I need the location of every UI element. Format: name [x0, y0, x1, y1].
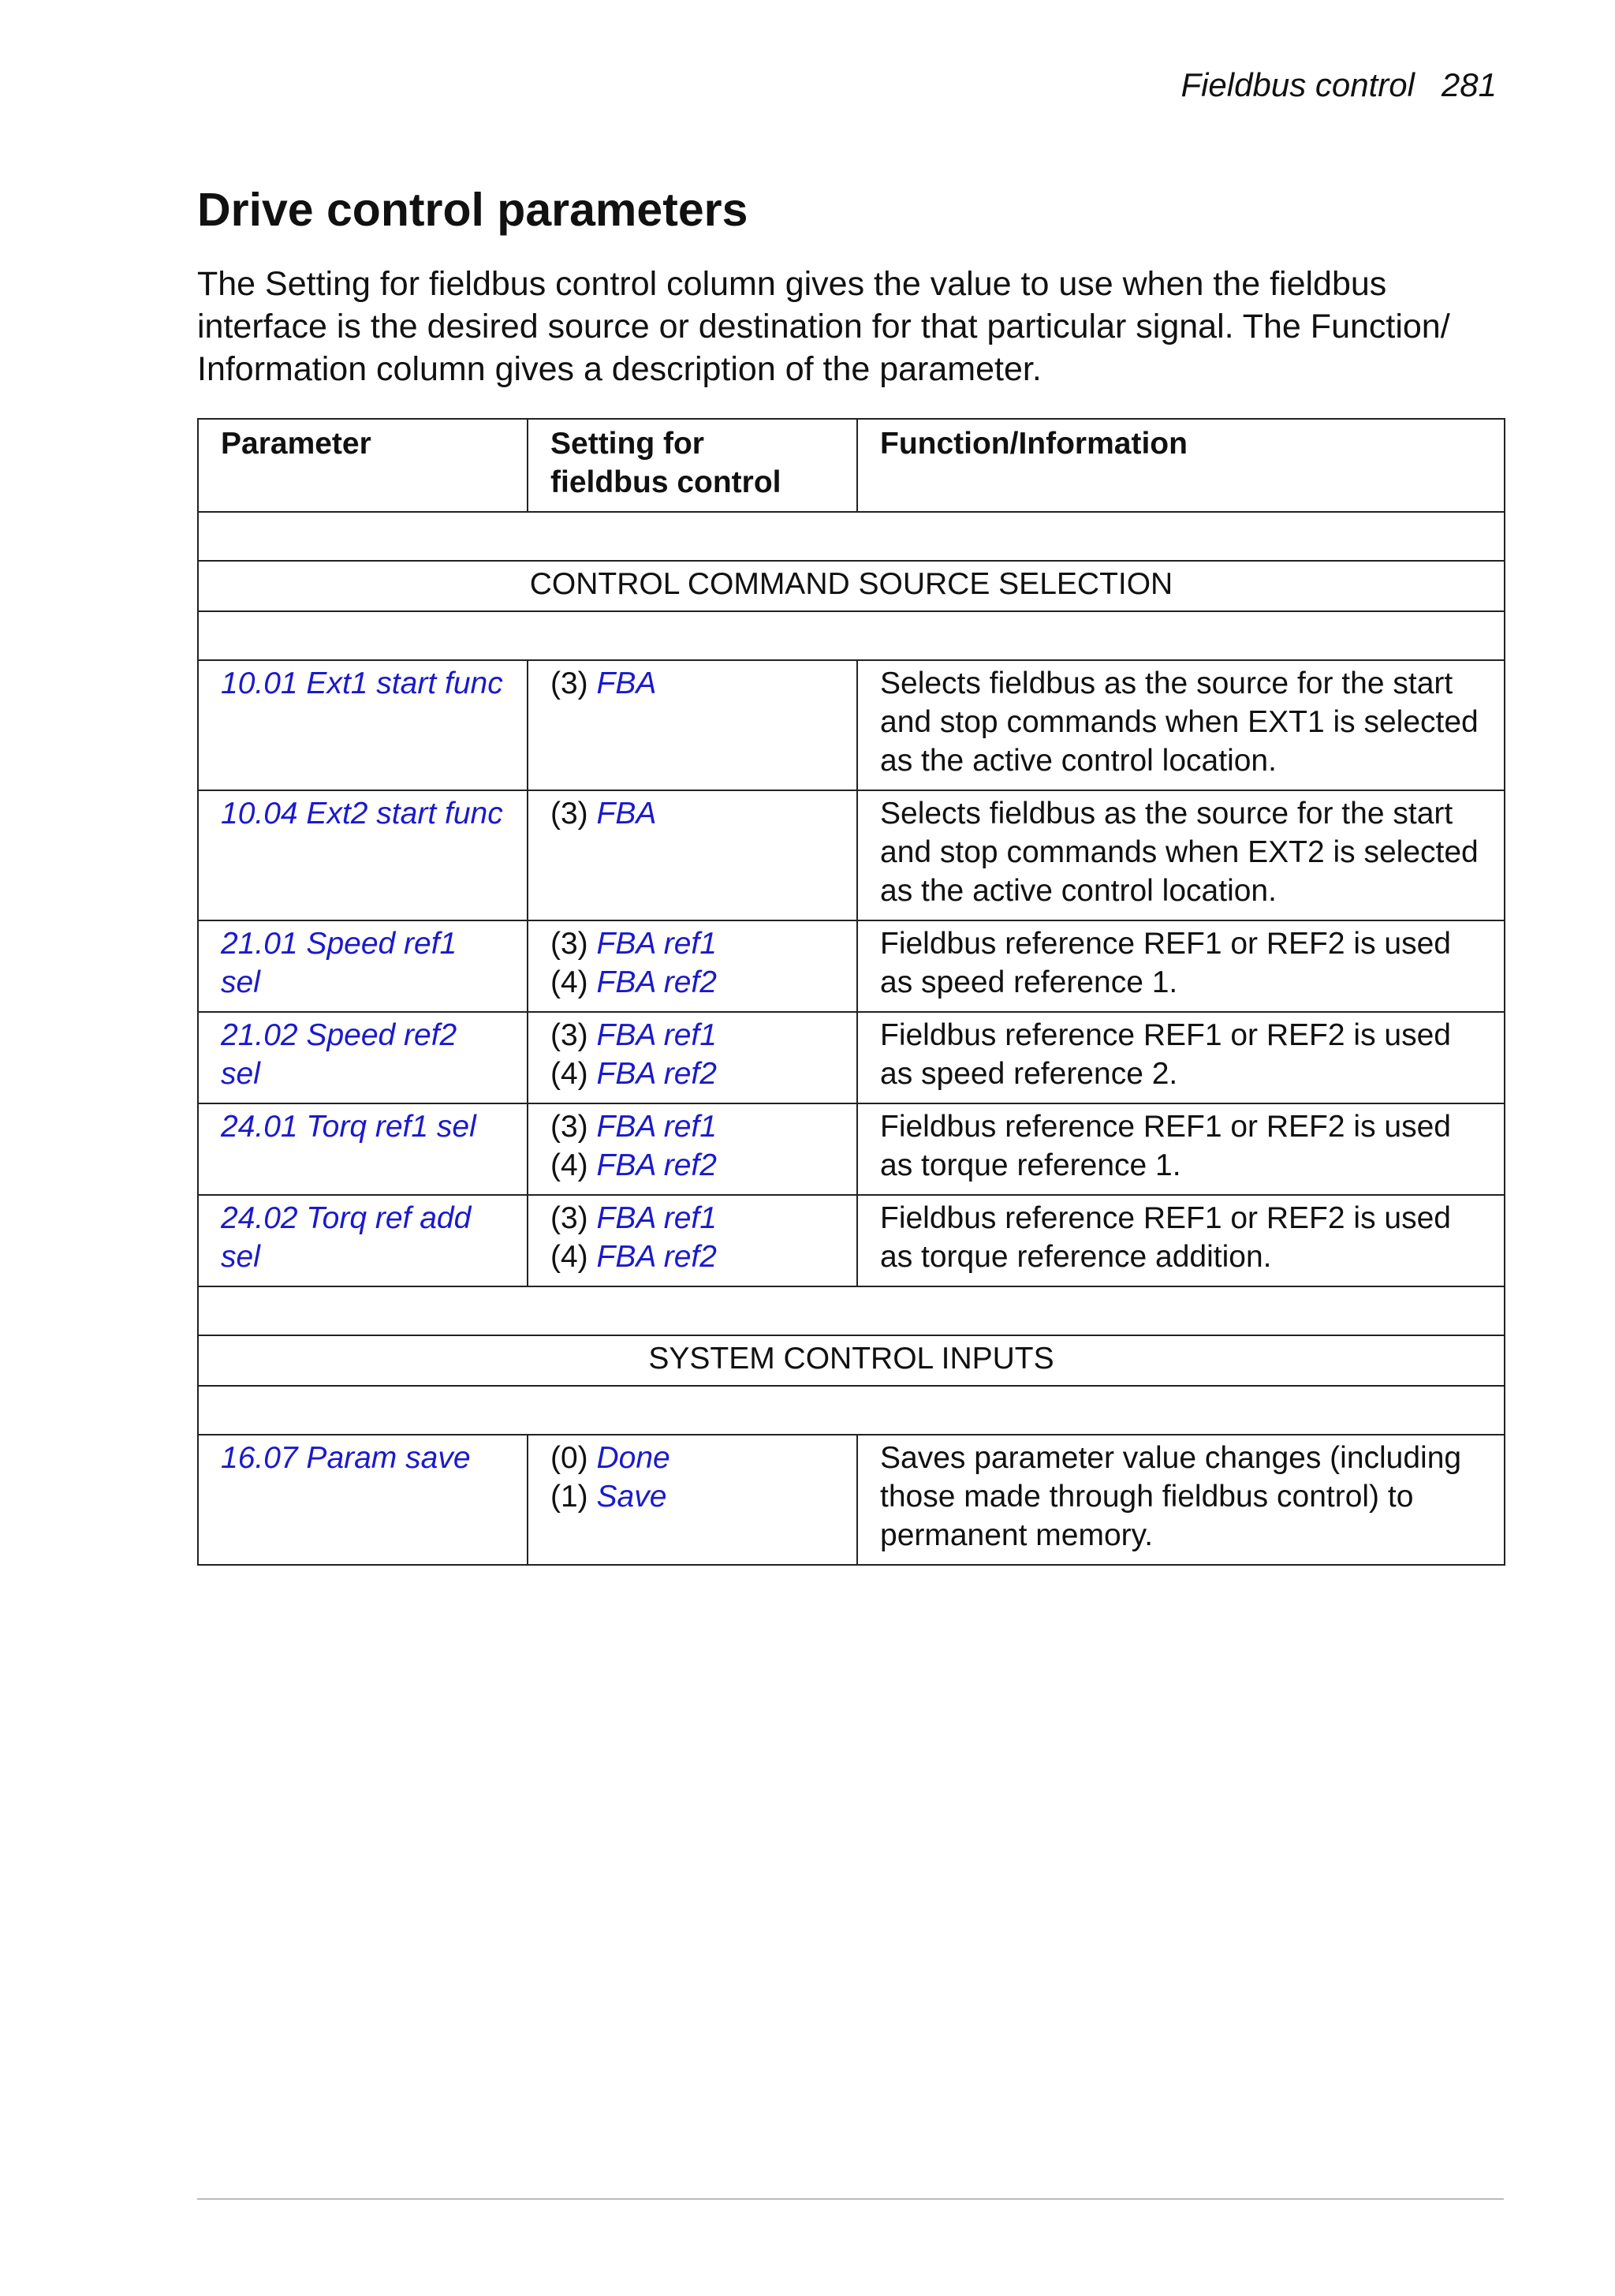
table-row	[198, 1012, 1505, 1103]
table-row	[198, 790, 1505, 920]
parameter-link[interactable]: 10.01 Ext1 start func	[221, 666, 503, 700]
setting-value	[550, 1055, 834, 1093]
setting-code: (4)	[550, 1057, 597, 1091]
section-row	[198, 561, 1505, 611]
function-cell: Fieldbus reference REF1 or REF2 is used as torque reference 1.	[857, 1103, 1505, 1195]
section-title: CONTROL COMMAND SOURCE SELECTION	[198, 561, 1505, 611]
spacer-cell	[198, 1286, 1505, 1335]
page-title: Drive control parameters	[197, 184, 748, 236]
setting-link[interactable]: FBA ref1	[596, 1018, 717, 1052]
setting-code: (3)	[550, 797, 597, 831]
setting-link[interactable]: FBA ref2	[596, 965, 717, 999]
setting-link[interactable]: FBA ref2	[596, 1148, 717, 1182]
setting-value	[550, 664, 834, 703]
spacer-row	[198, 611, 1505, 660]
running-header	[1180, 66, 1497, 104]
table-row	[198, 1435, 1505, 1565]
setting-link[interactable]: Done	[596, 1441, 670, 1475]
footer-rule	[197, 2198, 1504, 2200]
setting-value	[550, 963, 834, 1002]
parameter-cell	[198, 1103, 528, 1195]
setting-link[interactable]: Save	[596, 1480, 667, 1514]
page-number: 281	[1441, 66, 1497, 103]
setting-value	[550, 924, 834, 963]
setting-value	[550, 1016, 834, 1055]
table-body	[198, 512, 1505, 1565]
parameter-link[interactable]: 24.02 Torq ref add	[221, 1201, 472, 1235]
parameter-link-cont[interactable]: sel	[221, 965, 260, 999]
setting-cell	[528, 1195, 857, 1286]
header-function: Function/Information	[857, 419, 1505, 512]
function-cell: Fieldbus reference REF1 or REF2 is used as speed reference 1.	[857, 920, 1505, 1012]
table-row	[198, 660, 1505, 790]
setting-value	[550, 1238, 834, 1276]
spacer-cell	[198, 611, 1505, 660]
spacer-cell	[198, 512, 1505, 561]
section-row	[198, 1335, 1505, 1386]
setting-value	[550, 1199, 834, 1238]
spacer-row	[198, 512, 1505, 561]
parameter-cell	[198, 660, 528, 790]
parameter-link[interactable]: 16.07 Param save	[221, 1441, 471, 1475]
setting-code: (3)	[550, 927, 597, 961]
function-cell: Selects fieldbus as the source for the start and stop commands when EXT1 is selected as the active control location.	[857, 660, 1505, 790]
function-cell: Saves parameter value changes (including those made through fieldbus control) to permanent memory.	[857, 1435, 1505, 1565]
setting-value	[550, 1146, 834, 1185]
setting-link[interactable]: FBA ref1	[596, 1110, 717, 1144]
setting-code: (3)	[550, 1110, 597, 1144]
setting-link[interactable]: FBA ref2	[596, 1057, 717, 1091]
table-row	[198, 1103, 1505, 1195]
parameter-cell	[198, 1012, 528, 1103]
parameter-link[interactable]: 24.01 Torq ref1 sel	[221, 1110, 476, 1144]
function-cell: Fieldbus reference REF1 or REF2 is used as speed reference 2.	[857, 1012, 1505, 1103]
parameter-link[interactable]: 10.04 Ext2 start func	[221, 797, 503, 831]
section-title: SYSTEM CONTROL INPUTS	[198, 1335, 1505, 1386]
setting-code: (0)	[550, 1441, 597, 1475]
setting-code: (1)	[550, 1480, 597, 1514]
parameter-cell	[198, 790, 528, 920]
setting-cell	[528, 1012, 857, 1103]
spacer-cell	[198, 1386, 1505, 1435]
setting-value	[550, 1477, 834, 1516]
setting-cell	[528, 790, 857, 920]
setting-value	[550, 1439, 834, 1477]
setting-cell	[528, 1435, 857, 1565]
setting-cell	[528, 1103, 857, 1195]
function-cell: Selects fieldbus as the source for the start and stop commands when EXT2 is selected as the active control location.	[857, 790, 1505, 920]
setting-value	[550, 794, 834, 833]
setting-value	[550, 1107, 834, 1146]
setting-code: (4)	[550, 1240, 597, 1274]
parameter-link-cont[interactable]: sel	[221, 1057, 260, 1091]
intro-paragraph: The Setting for fieldbus control column gives the value to use when the fieldbus interface is the desired source or destination for that particular signal. The Function/ Information column gives a description of the parameter.	[197, 265, 1450, 388]
setting-cell	[528, 920, 857, 1012]
setting-code: (3)	[550, 666, 597, 700]
setting-link[interactable]: FBA ref1	[596, 927, 717, 961]
header-setting-line2: fieldbus control	[550, 465, 781, 499]
table-header-row	[198, 419, 1505, 512]
table-row	[198, 1195, 1505, 1286]
setting-code: (4)	[550, 965, 597, 999]
setting-cell	[528, 660, 857, 790]
setting-code: (4)	[550, 1148, 597, 1182]
setting-link[interactable]: FBA	[596, 666, 657, 700]
parameter-table	[197, 418, 1505, 1566]
parameter-cell	[198, 920, 528, 1012]
parameter-cell	[198, 1195, 528, 1286]
parameter-link[interactable]: 21.01 Speed ref1	[221, 927, 457, 961]
header-setting-line1: Setting for	[550, 427, 704, 461]
spacer-row	[198, 1286, 1505, 1335]
header-setting	[528, 419, 857, 512]
header-parameter: Parameter	[198, 419, 528, 512]
header-section-title: Fieldbus control	[1180, 66, 1415, 103]
function-cell: Fieldbus reference REF1 or REF2 is used as torque reference addition.	[857, 1195, 1505, 1286]
setting-link[interactable]: FBA	[596, 797, 657, 831]
parameter-cell	[198, 1435, 528, 1565]
setting-link[interactable]: FBA ref2	[596, 1240, 717, 1274]
parameter-link-cont[interactable]: sel	[221, 1240, 260, 1274]
spacer-row	[198, 1386, 1505, 1435]
setting-code: (3)	[550, 1018, 597, 1052]
parameter-link[interactable]: 21.02 Speed ref2	[221, 1018, 457, 1052]
setting-code: (3)	[550, 1201, 597, 1235]
table-row	[198, 920, 1505, 1012]
setting-link[interactable]: FBA ref1	[596, 1201, 717, 1235]
